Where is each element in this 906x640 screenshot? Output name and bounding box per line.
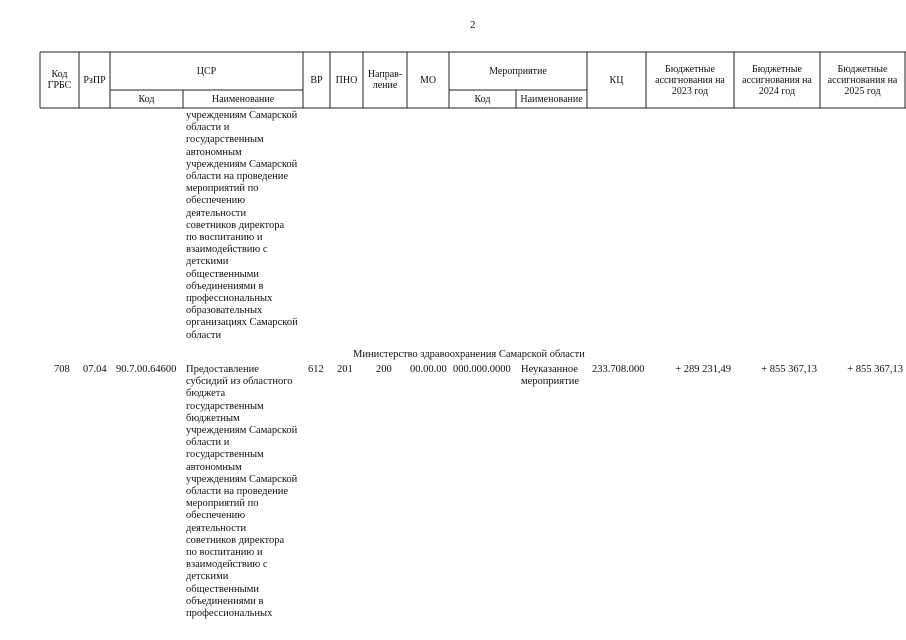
header-rzpr: РзПР xyxy=(83,74,106,86)
header-budget-2024: Бюджетные ассигнования на 2024 год xyxy=(742,63,812,97)
continued-csr-name: учреждениям Самарской области и государственным автономным учреждениям Самарской области на проведение мероприятий по обеспечению деятельности советников директора по воспитанию и взаимодействию с детскими общественными объединениями в профессиональных образовательных организациях Самарской области xyxy=(186,110,298,341)
header-meropriyatie: Мероприятие xyxy=(489,65,547,77)
row-csr-kod: 90.7.00.64600 xyxy=(116,364,177,375)
row-mer-name: Неуказанное мероприятие xyxy=(521,364,579,388)
header-mer-kod: Код xyxy=(474,93,491,105)
header-vr: ВР xyxy=(310,74,323,86)
row-mer-kod: 000.000.0000 xyxy=(453,364,511,375)
row-budget-2025: + 855 367,13 xyxy=(847,364,903,375)
header-mo: МО xyxy=(419,74,437,86)
header-csr-kod: Код xyxy=(138,93,155,105)
row-budget-2024: + 855 367,13 xyxy=(761,364,817,375)
section-title: Министерство здравоохранения Самарской области xyxy=(353,349,585,360)
header-napravlenie: Направ- ление xyxy=(367,69,403,91)
page-number: 2 xyxy=(470,19,476,31)
row-pno: 201 xyxy=(337,364,353,375)
row-vr: 612 xyxy=(308,364,324,375)
header-kc: КЦ xyxy=(609,74,624,86)
header-kod-grbs: Код ГРБС xyxy=(47,69,72,91)
row-mo: 00.00.00 xyxy=(410,364,447,375)
header-csr-name: Наименование xyxy=(211,93,275,105)
header-pno: ПНО xyxy=(335,74,358,86)
row-rzpr: 07.04 xyxy=(83,364,107,375)
row-grbs: 708 xyxy=(54,364,70,375)
header-budget-2023: Бюджетные ассигнования на 2023 год xyxy=(655,63,725,97)
header-budget-2025: Бюджетные ассигнования на 2025 год xyxy=(827,63,898,97)
row-kc: 233.708.000 xyxy=(592,364,645,375)
header-mer-name: Наименование xyxy=(520,93,583,105)
row-napravlenie: 200 xyxy=(376,364,392,375)
row-csr-name: Предоставление субсидий из областного бюджета государственным бюджетным учреждениям Самарской области и государственным автономным учреждениям Самарской области на проведение мероприятий по обеспечению деятельности советников директора по воспитанию и взаимодействию с детскими общественными объединениями в профессиональных xyxy=(186,364,298,620)
row-budget-2023: + 289 231,49 xyxy=(675,364,731,375)
header-csr: ЦСР xyxy=(196,65,217,77)
